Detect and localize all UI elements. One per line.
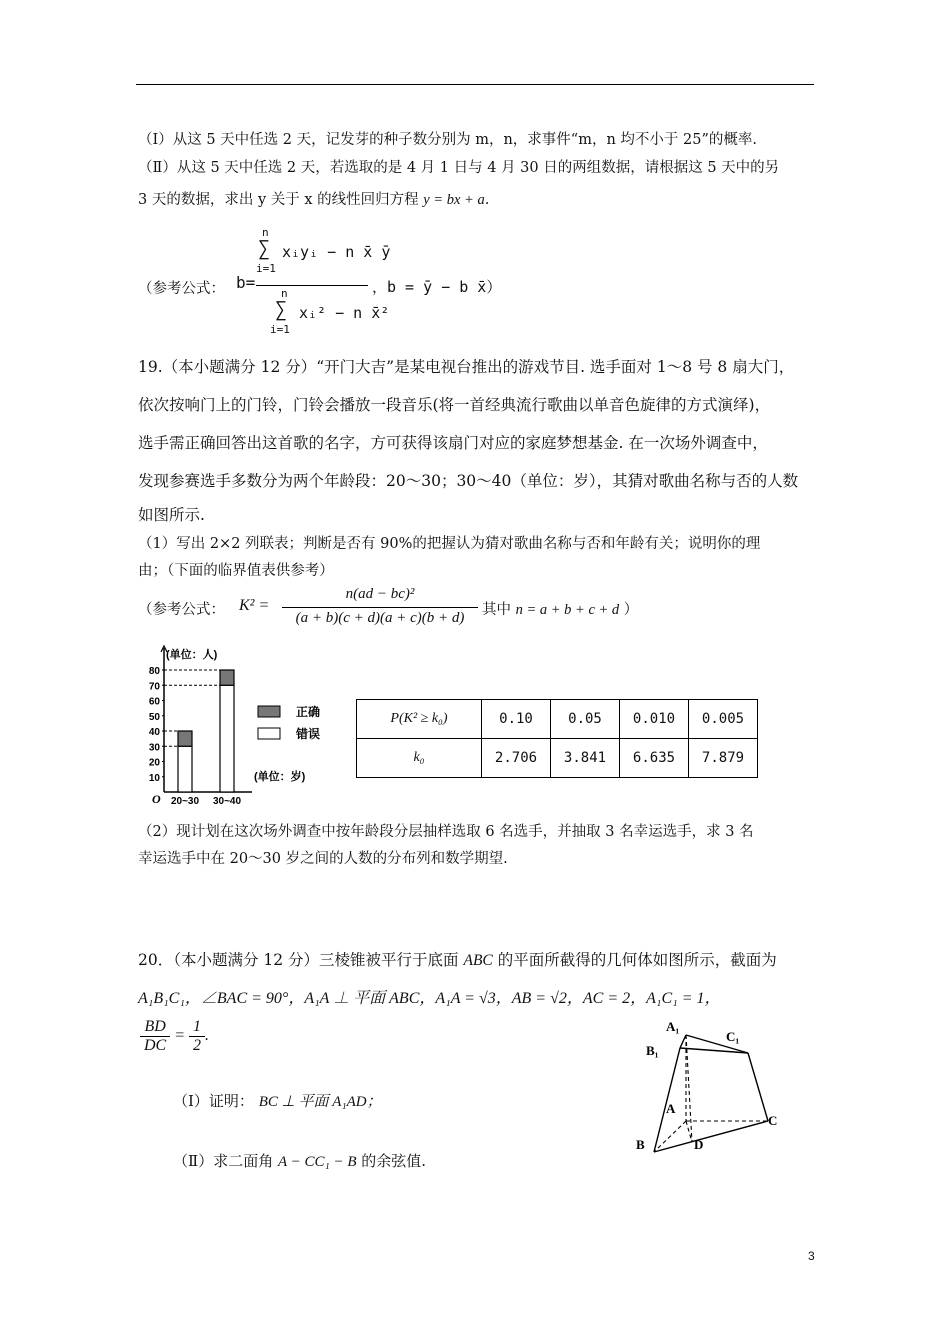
y-tick-label: 80	[148, 666, 160, 677]
table-row-label: k₀	[357, 739, 482, 778]
sum-bottom-num: i=1	[256, 262, 276, 275]
q19-line3: 选手需正确回答出这首歌的名字，方可获得该扇门对应的家庭梦想基金. 在一次场外调查中，	[138, 434, 768, 452]
bar-wrong	[220, 685, 234, 792]
k2-numerator: n(ad − bc)²	[345, 586, 415, 602]
legend-swatch-wrong	[258, 728, 280, 739]
k2-lhs: K² =	[239, 597, 270, 614]
y-tick-label: 30	[148, 742, 160, 754]
label-a1: A₁	[666, 1019, 680, 1034]
k2-close: ）	[623, 602, 639, 618]
k2-tail	[482, 598, 638, 619]
sum-top-den: n	[281, 287, 288, 300]
q18-part2-line1: （Ⅱ）从这 5 天中任选 2 天，若选取的是 4 月 1 日与 4 月 30 日的两组数据，请根据这 5 天中的另	[138, 160, 780, 176]
legend-label-wrong: 错误	[296, 727, 321, 741]
q20-ratio	[140, 1018, 209, 1055]
y-tick-label: 60	[148, 696, 160, 708]
q20-line2: A₁B₁C₁，∠BAC = 90°，A₁A ⊥ 平面 ABC，A₁A = √3，AB = √2，AC = 2，A₁C₁ = 1，	[138, 990, 721, 1007]
q19-line2: 依次按响门上的门铃，门铃会播放一段音乐(将一首经典流行歌曲以单音色旋律的方式演绎)，	[138, 396, 771, 414]
table-cell: 0.010	[620, 700, 689, 739]
x-tick-label: 20~30	[170, 796, 200, 807]
sum-top-num: n	[262, 226, 269, 239]
regression-equation: y = bx + a	[423, 192, 485, 208]
critical-value-table	[356, 699, 758, 778]
edge-ad	[686, 1121, 692, 1142]
ratio-val-num: 1	[189, 1018, 205, 1037]
q19-sub2-line2: 幸运选手中在 20～30 岁之间的人数的分布列和数学期望.	[138, 851, 508, 867]
label-b: B	[636, 1137, 645, 1152]
edge-bc	[654, 1121, 768, 1152]
q19-line1: 19.（本小题满分 12 分）“开门大吉”是某电视台推出的游戏节目. 选手面对 1～8 号 8 扇大门，	[138, 358, 795, 376]
ratio-val-den: 2	[193, 1037, 202, 1054]
q18-period: .	[484, 192, 490, 208]
q20-part1-prefix: （Ⅰ）证明：	[173, 1092, 254, 1110]
label-c1: C₁	[726, 1029, 740, 1044]
q18-part2-line2-prefix: 3 天的数据，求出 y 关于 x 的线性回归方程	[138, 192, 419, 208]
q18-part2-line2	[138, 188, 489, 209]
ratio-bd-dc	[140, 1018, 170, 1055]
label-d: D	[694, 1137, 704, 1152]
edge-a1d	[686, 1035, 692, 1142]
ratio-eq: =	[174, 1027, 186, 1045]
fraction-bar	[256, 285, 368, 286]
bar-chart	[140, 640, 350, 810]
q18-part1: （Ⅰ）从这 5 天中任选 2 天，记发芽的种子数分别为 m，n，求事件“m，n 均不小于 25”的概率.	[138, 132, 758, 148]
y-tick-label: 40	[148, 727, 160, 738]
q19-line5: 如图所示.	[138, 506, 205, 524]
k2-tail-eq: n = a + b + c + d	[515, 602, 620, 618]
page-number: 3	[808, 1249, 815, 1263]
q20-line1	[138, 948, 777, 970]
q19-sub2-line1: （2）现计划在这次场外调查中按年龄段分层抽样选取 6 名选手，并抽取 3 名幸运选手，求 3 名	[138, 824, 754, 840]
sigma-num: ∑	[258, 236, 271, 260]
label-c: C	[768, 1113, 778, 1128]
table-header-label: P(K² ≥ k₀)	[357, 700, 482, 739]
q20-abc: ABC	[463, 952, 493, 969]
table-cell: 7.879	[689, 739, 758, 778]
bar-wrong	[178, 746, 192, 792]
bar-correct	[178, 731, 192, 746]
q20-part2	[173, 1150, 426, 1171]
table-cell: 0.05	[551, 700, 620, 739]
legend-label-correct: 正确	[296, 705, 321, 719]
q20-part2-expr: A − CC₁ − B	[277, 1154, 357, 1170]
k2-label: （参考公式：	[138, 602, 225, 618]
table-row	[357, 739, 758, 778]
y-unit-label: (单位：人)	[166, 649, 218, 661]
edge-b1b	[654, 1048, 680, 1152]
table-row	[357, 700, 758, 739]
table-cell: 6.635	[620, 739, 689, 778]
k2-tail-text: 其中	[482, 602, 511, 618]
table-cell: 2.706	[482, 739, 551, 778]
ratio-num: BD	[140, 1018, 170, 1037]
edge-b1a1	[680, 1035, 686, 1048]
q20-line1-prefix: 20．（本小题满分 12 分）三棱锥被平行于底面	[138, 951, 459, 969]
y-tick-label: 50	[148, 711, 160, 723]
numerator-expr: xᵢyᵢ − n x̄ ȳ	[282, 243, 391, 261]
x-tick-label: 30~40	[212, 796, 242, 807]
q20-part1-expr: BC ⊥ 平面 A₁AD；	[258, 1094, 382, 1110]
q20-part2-suffix: 的余弦值.	[361, 1152, 427, 1170]
header-rule	[136, 84, 814, 85]
ratio-den: DC	[144, 1037, 167, 1054]
q20-line1-suffix: 的平面所截得的几何体如图所示，截面为	[497, 951, 777, 969]
y-tick-label: 10	[148, 772, 160, 784]
y-tick-label: 20	[148, 757, 160, 769]
ratio-end: .	[205, 1027, 210, 1045]
table-cell: 0.005	[689, 700, 758, 739]
y-tick-label: 70	[148, 681, 160, 693]
sum-bottom-den: i=1	[270, 323, 290, 336]
q20-part2-prefix: （Ⅱ）求二面角	[173, 1152, 274, 1170]
b-formula-tail: ，b = ȳ − b x̄）	[372, 278, 502, 296]
q19-sub1-line2: 由；（下面的临界值表供参考）	[138, 563, 334, 579]
b-hat: b	[236, 273, 246, 292]
k2-fraction-bar	[282, 607, 478, 608]
table-cell: 3.841	[551, 739, 620, 778]
q19-sub1-line1: （1）写出 2×2 列联表；判断是否有 90%的把握认为猜对歌曲名称与否和年龄有关；说明你的理	[138, 536, 761, 552]
label-b1: B₁	[646, 1043, 659, 1058]
sigma-den: ∑	[275, 297, 288, 321]
k2-denominator: (a + b)(c + d)(a + c)(b + d)	[295, 610, 465, 626]
frustum-figure	[630, 1015, 790, 1160]
table-cell: 0.10	[482, 700, 551, 739]
b-hat-lhs: b=	[236, 273, 256, 292]
origin-label: O	[152, 792, 161, 806]
denominator-expr: xᵢ² − n x̄²	[299, 304, 390, 322]
bar-correct	[220, 670, 234, 685]
label-a: A	[666, 1101, 676, 1116]
ratio-one-half	[189, 1018, 205, 1055]
q19-line4: 发现参赛选手多数分为两个年龄段：20～30；30～40（单位：岁），其猜对歌曲名称与否的人数	[138, 472, 799, 490]
q20-part1	[173, 1090, 382, 1111]
edge-c1c	[748, 1053, 768, 1121]
x-unit-label: (单位：岁)	[254, 771, 306, 783]
legend-swatch-correct	[258, 706, 280, 717]
formula-label: （参考公式：	[138, 281, 225, 297]
